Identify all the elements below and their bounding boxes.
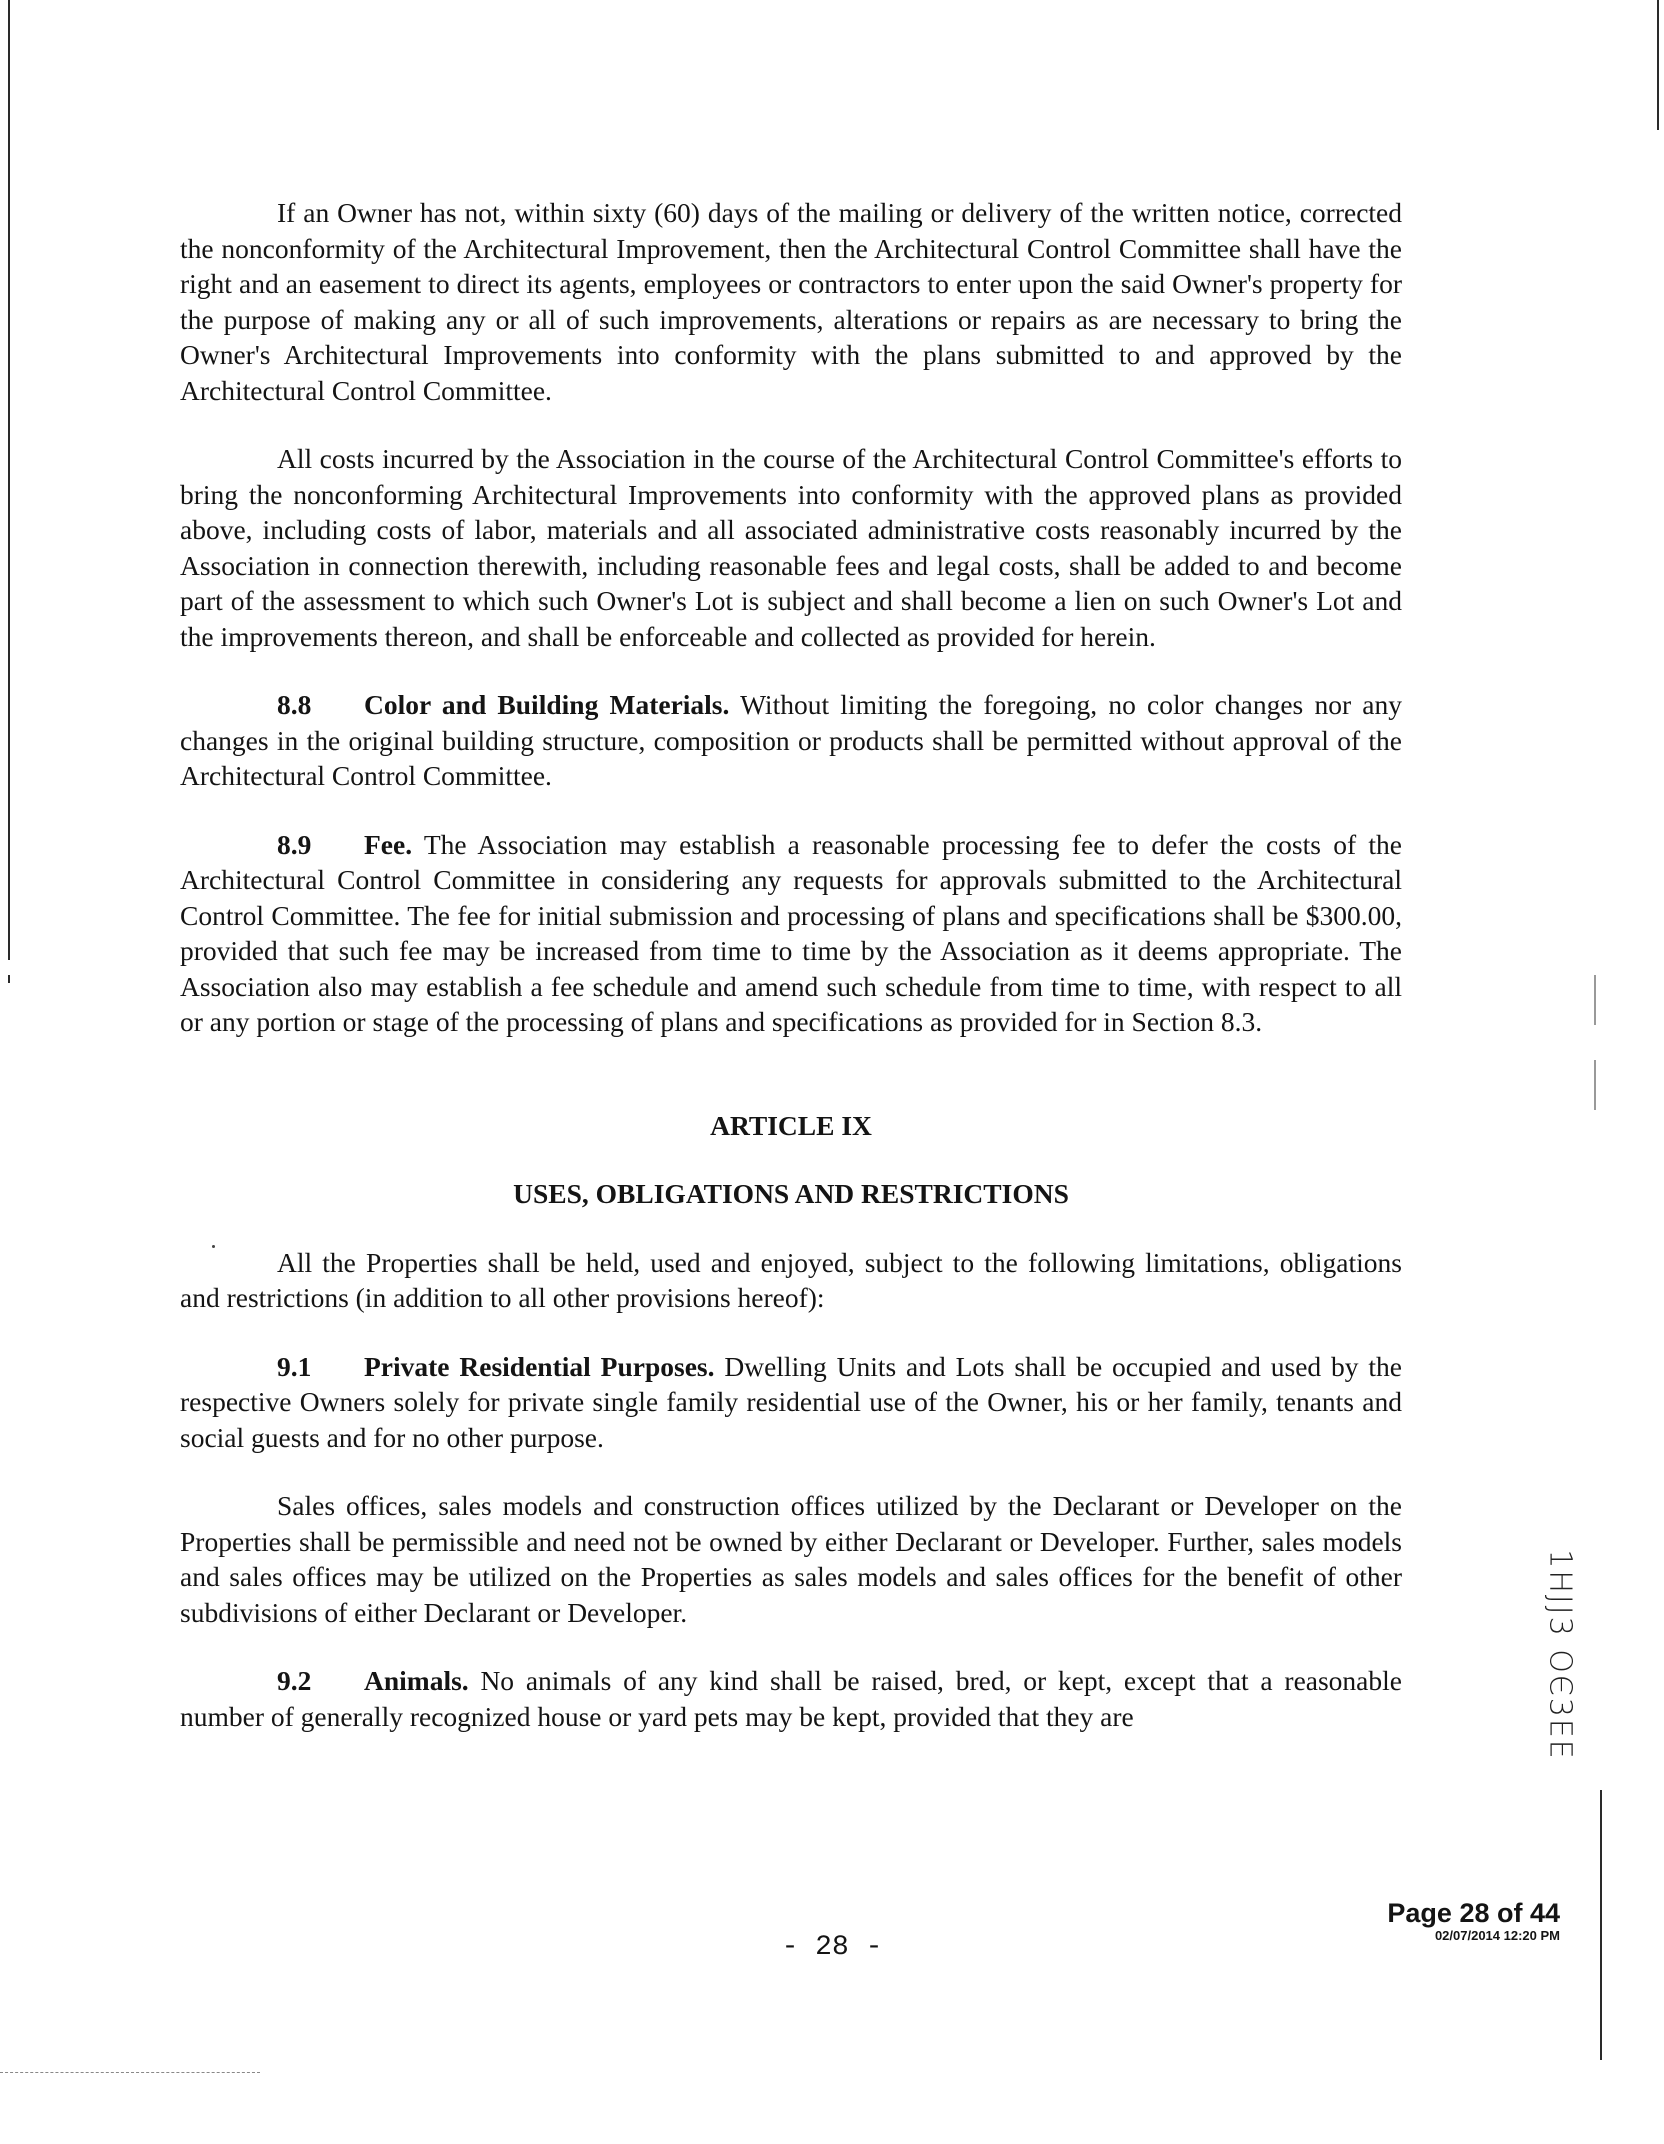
section-title: Private Residential Purposes. [364, 1350, 715, 1382]
section-number: 9.2 [277, 1665, 312, 1696]
paragraph: Sales offices, sales models and construction offices utilized by the Declarant or Developer on the Properties shall be permissible and need not be owned by either Declarant or Developer. Further, sales models and sales offices may be utilized on the Properties as sales models and sales offices for the benefit of other subdivisions of either Declarant or Developer. [180, 1490, 1402, 1628]
scan-bottom-dash [0, 2072, 260, 2073]
article-intro: All the Properties shall be held, used and enjoyed, subject to the following limitations, obligations and restrictions (in addition to all other provisions hereof): [180, 1246, 1402, 1313]
section-title: Color and Building Materials. [364, 689, 730, 720]
section-9-2 [180, 1663, 1402, 1734]
scan-mark [8, 925, 10, 933]
section-text: No animals of any kind shall be raised, bred, or kept, except that a reasonable number of generally recognized house or yard pets may be kept, provided that they are [180, 1665, 1402, 1732]
page-timestamp: 02/07/2014 12:20 PM [1434, 1928, 1560, 1943]
section-text: Dwelling Units and Lots shall be occupied and used by the respective Owners solely for private single family residential use of the Owner, his or her family, tenants and social guests and for no other purpose. [180, 1350, 1402, 1453]
paragraph: All costs incurred by the Association in the course of the Architectural Control Committee's efforts to bring the nonconforming Architectural Improvements into conformity with the approved plans as provided above, including costs of labor, materials and all associated administrative costs reasonably incurred by the Association in connection therewith, including reasonable fees and legal costs, shall be added to and become part of the assessment to which such Owner's Lot is subject and shall become a lien on such Owner's Lot and the improvements thereon, and shall be enforceable and collected as provided for herein. [180, 443, 1402, 652]
section-9-1 [180, 1349, 1402, 1456]
scan-right-edge-lower [1600, 1790, 1602, 2060]
section-8-8 [180, 687, 1402, 794]
document-body [180, 195, 1402, 1767]
scan-right-edge [1657, 0, 1659, 130]
paragraph: If an Owner has not, within sixty (60) days of the mailing or delivery of the written notice, corrected the nonconformity of the Architectural Improvement, then the Architectural Control Committee shall have the right and an easement to direct its agents, employees or contractors to enter upon the said Owner's property for the purpose of making any or all of such improvements, alterations or repairs as are necessary to bring the Owner's Architectural Improvements into conformity with the plans submitted to and approved by the Architectural Control Committee. [180, 197, 1402, 406]
section-8-9 [180, 827, 1402, 1040]
section-text: The Association may establish a reasonable processing fee to defer the costs of the Architectural Control Committee in considering any requests for approvals submitted to the Architectural Control Committee. The fee for initial submission and processing of plans and specifications shall be $300.00, provided that such fee may be increased from time to time by the Association as it deems appropriate. The Association also may establish a fee schedule and amend such schedule from time to time, with respect to all or any portion or stage of the processing of plans and specifications as provided for in Section 8.3. [180, 828, 1402, 1037]
section-text: Without limiting the foregoing, no color changes nor any changes in the original building structure, composition or products shall be permitted without approval of the Architectural Control Committee. [180, 689, 1402, 791]
article-title: ARTICLE IX [710, 1109, 872, 1141]
section-number: 8.9 [277, 828, 312, 860]
scan-left-edge [8, 0, 10, 960]
scan-mark [8, 945, 10, 953]
recording-stamp: 1HJJ3 ОЄ3ЕЕ [1542, 1549, 1578, 1761]
section-number: 8.8 [277, 689, 312, 720]
scan-mark [8, 905, 10, 913]
page-number: - 28 - [781, 1932, 883, 1963]
section-number: 9.1 [277, 1350, 312, 1382]
page-label: Page 28 of 44 [1387, 1898, 1560, 1928]
article-subtitle: USES, OBLIGATIONS AND RESTRICTIONS [513, 1178, 1069, 1209]
section-title: Animals. [364, 1665, 469, 1696]
section-title: Fee. [364, 828, 413, 860]
scan-mark [1594, 1060, 1596, 1110]
scan-mark [8, 975, 10, 983]
scan-mark [1594, 975, 1596, 1025]
